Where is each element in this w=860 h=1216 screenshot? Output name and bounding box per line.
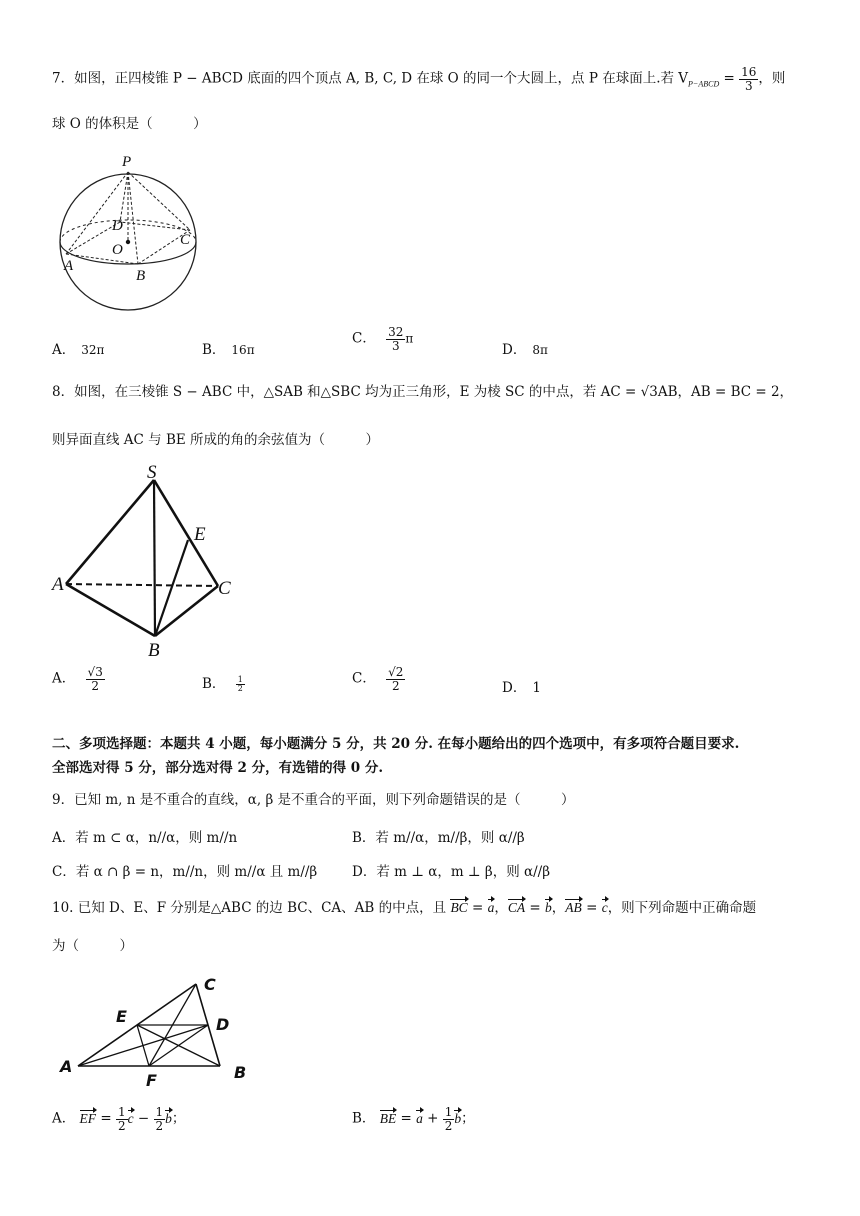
fraction-denominator: 2 bbox=[155, 1118, 164, 1133]
label-B: B bbox=[234, 1063, 247, 1082]
fraction-half bbox=[154, 1106, 166, 1132]
label-A: A bbox=[52, 574, 64, 595]
vector-b: b bbox=[165, 1110, 172, 1126]
q8-option-a[interactable] bbox=[52, 666, 105, 692]
fraction-denominator: 2 bbox=[91, 678, 99, 693]
equals: = bbox=[396, 1110, 417, 1127]
option-value: 8π bbox=[532, 343, 548, 357]
q7-stem-line2: 球 O 的体积是（ ） bbox=[52, 116, 207, 132]
option-letter: C． bbox=[352, 330, 376, 347]
label-B: B bbox=[148, 640, 160, 660]
option-letter: D． bbox=[352, 864, 377, 880]
q7-option-b[interactable] bbox=[202, 338, 255, 358]
fraction-numerator: √3 bbox=[87, 665, 103, 679]
fraction-numerator: 32 bbox=[388, 325, 404, 339]
fraction-denominator: 2 bbox=[444, 1118, 453, 1133]
q7-text: 7．如图，正四棱锥 P − ABCD 底面的四个顶点 A, B, C, D 在球 O 的同一个大圆上，点 P 在球面上.若 V bbox=[52, 70, 689, 87]
label-F: F bbox=[146, 1071, 157, 1090]
plus: + bbox=[422, 1110, 443, 1127]
q7-volume-subscript: P−ABCD bbox=[688, 79, 720, 89]
option-fraction bbox=[386, 326, 405, 352]
equals: = bbox=[581, 900, 602, 916]
q8-option-d[interactable] bbox=[502, 676, 541, 696]
center-point bbox=[126, 240, 130, 244]
equals: = bbox=[525, 900, 546, 916]
label-C: C bbox=[204, 975, 216, 994]
fraction-half bbox=[443, 1106, 455, 1132]
separator: ， bbox=[551, 900, 566, 916]
q8-stem-line1: 8．如图，在三棱锥 S − ABC 中，△SAB 和△SBC 均为正三角形，E 为棱 SC 的中点，若 AC = √3AB，AB = BC = 2， bbox=[52, 384, 794, 400]
q10-triangle-figure bbox=[56, 970, 266, 1090]
option-text: 若 α ∩ β = n，m//n，则 m//α 且 m//β bbox=[75, 864, 318, 880]
option-letter: B． bbox=[352, 830, 376, 846]
section2-line1: 二、多项选择题：本题共 4 小题，每小题满分 5 分，共 20 分. 在每小题给出的四个选项中，有多项符合题目要求. bbox=[52, 736, 740, 752]
q8-option-b[interactable] bbox=[202, 672, 245, 693]
option-text: 若 m ⊂ α，n//α，则 m//n bbox=[75, 830, 238, 846]
label-D: D bbox=[112, 218, 123, 234]
option-letter: A． bbox=[52, 830, 76, 846]
option-letter: A． bbox=[52, 670, 76, 687]
q9-option-b[interactable] bbox=[352, 826, 525, 846]
q7-volume-numerator: 16 bbox=[741, 65, 757, 79]
separator: ， bbox=[494, 900, 508, 916]
fraction-half bbox=[116, 1106, 128, 1132]
vector-b: b bbox=[454, 1110, 462, 1126]
vector-EF: EF bbox=[79, 1110, 97, 1126]
q7-stem-line1 bbox=[52, 66, 785, 92]
option-letter: C． bbox=[52, 864, 76, 880]
label-E: E bbox=[116, 1007, 127, 1026]
option-fraction bbox=[86, 666, 105, 692]
label-P: P bbox=[122, 154, 132, 170]
vector-a: a bbox=[416, 1110, 423, 1126]
q10-text-end: ，则下列命题中正确命题 bbox=[607, 900, 757, 916]
q10-option-b[interactable] bbox=[352, 1106, 475, 1132]
fraction-denominator: 2 bbox=[117, 1118, 126, 1133]
option-text: 若 m//α，m//β，则 α//β bbox=[375, 830, 525, 846]
fraction-numerator: √2 bbox=[388, 665, 404, 679]
q8-pyramid-figure bbox=[50, 460, 250, 660]
fraction-denominator: 2 bbox=[391, 678, 400, 693]
vector-CA: CA bbox=[507, 900, 526, 915]
vector-BE: BE bbox=[379, 1110, 397, 1126]
q9-option-a[interactable] bbox=[52, 826, 237, 846]
option-letter: A． bbox=[52, 1110, 76, 1127]
semicolon: ； bbox=[461, 1110, 475, 1127]
fraction-numerator: 1 bbox=[117, 1105, 126, 1119]
vector-c: c bbox=[127, 1110, 134, 1126]
label-D: D bbox=[216, 1015, 230, 1034]
q10-stem-line2: 为（ ） bbox=[52, 938, 133, 954]
fraction-denominator: 3 bbox=[391, 338, 400, 353]
vector-BC: BC bbox=[450, 900, 468, 915]
fraction-numerator: 1 bbox=[155, 1105, 164, 1119]
fraction-numerator: 1 bbox=[237, 674, 243, 684]
label-E: E bbox=[194, 524, 206, 545]
option-value: 32π bbox=[81, 343, 105, 357]
q7-volume-fraction bbox=[739, 66, 758, 92]
label-O: O bbox=[112, 242, 123, 258]
q7-option-c[interactable] bbox=[352, 326, 413, 352]
vector-c: c bbox=[601, 900, 608, 915]
option-letter: D． bbox=[502, 342, 527, 358]
section2-line2: 全部选对得 5 分，部分选对得 2 分，有选错的得 0 分. bbox=[52, 760, 384, 776]
fraction-numerator: 1 bbox=[444, 1105, 453, 1119]
q10-stem-line1 bbox=[52, 896, 756, 916]
q7-equals: = bbox=[719, 70, 740, 87]
semicolon: ； bbox=[171, 1110, 186, 1127]
option-value: 16π bbox=[231, 343, 255, 357]
option-letter: B． bbox=[202, 676, 226, 692]
option-letter: D． bbox=[502, 680, 527, 696]
q9-stem: 9．已知 m, n 是不重合的直线，α, β 是不重合的平面，则下列命题错误的是（ ） bbox=[52, 792, 575, 808]
label-A: A bbox=[64, 258, 74, 274]
q7-sphere-figure bbox=[50, 150, 210, 320]
q8-option-c[interactable] bbox=[352, 666, 405, 692]
vector-AB: AB bbox=[565, 900, 582, 915]
option-fraction bbox=[386, 666, 405, 692]
option-fraction bbox=[236, 676, 245, 694]
label-C: C bbox=[180, 232, 191, 248]
q10-text: 10. 已知 D、E、F 分别是△ABC 的边 BC、CA、AB 的中点，且 bbox=[52, 900, 451, 916]
label-C: C bbox=[218, 578, 231, 599]
label-A: A bbox=[60, 1057, 73, 1076]
label-S: S bbox=[147, 462, 157, 483]
option-letter: B． bbox=[352, 1110, 376, 1127]
option-pi: π bbox=[405, 331, 414, 346]
q8-stem-line2: 则异面直线 AC 与 BE 所成的角的余弦值为（ ） bbox=[52, 432, 380, 448]
option-letter: B． bbox=[202, 342, 226, 358]
q9-option-c[interactable] bbox=[52, 860, 317, 880]
q7-option-a[interactable] bbox=[52, 338, 104, 358]
q9-option-d[interactable] bbox=[352, 860, 550, 880]
q10-option-a[interactable] bbox=[52, 1106, 185, 1132]
option-letter: C． bbox=[352, 670, 376, 687]
q7-line1-end: ，则 bbox=[758, 70, 786, 87]
q7-option-d[interactable] bbox=[502, 338, 548, 358]
equals: = bbox=[96, 1110, 116, 1127]
minus: − bbox=[133, 1110, 154, 1127]
q7-volume-denominator: 3 bbox=[744, 78, 753, 93]
vector-a: a bbox=[487, 900, 495, 915]
option-letter: A． bbox=[52, 342, 76, 358]
option-text: 若 m ⊥ α，m ⊥ β，则 α//β bbox=[376, 864, 551, 880]
option-value: 1 bbox=[532, 680, 541, 696]
equals: = bbox=[467, 900, 488, 916]
fraction-denominator: 2 bbox=[237, 684, 243, 693]
label-B: B bbox=[136, 268, 146, 284]
vector-b: b bbox=[545, 900, 552, 915]
